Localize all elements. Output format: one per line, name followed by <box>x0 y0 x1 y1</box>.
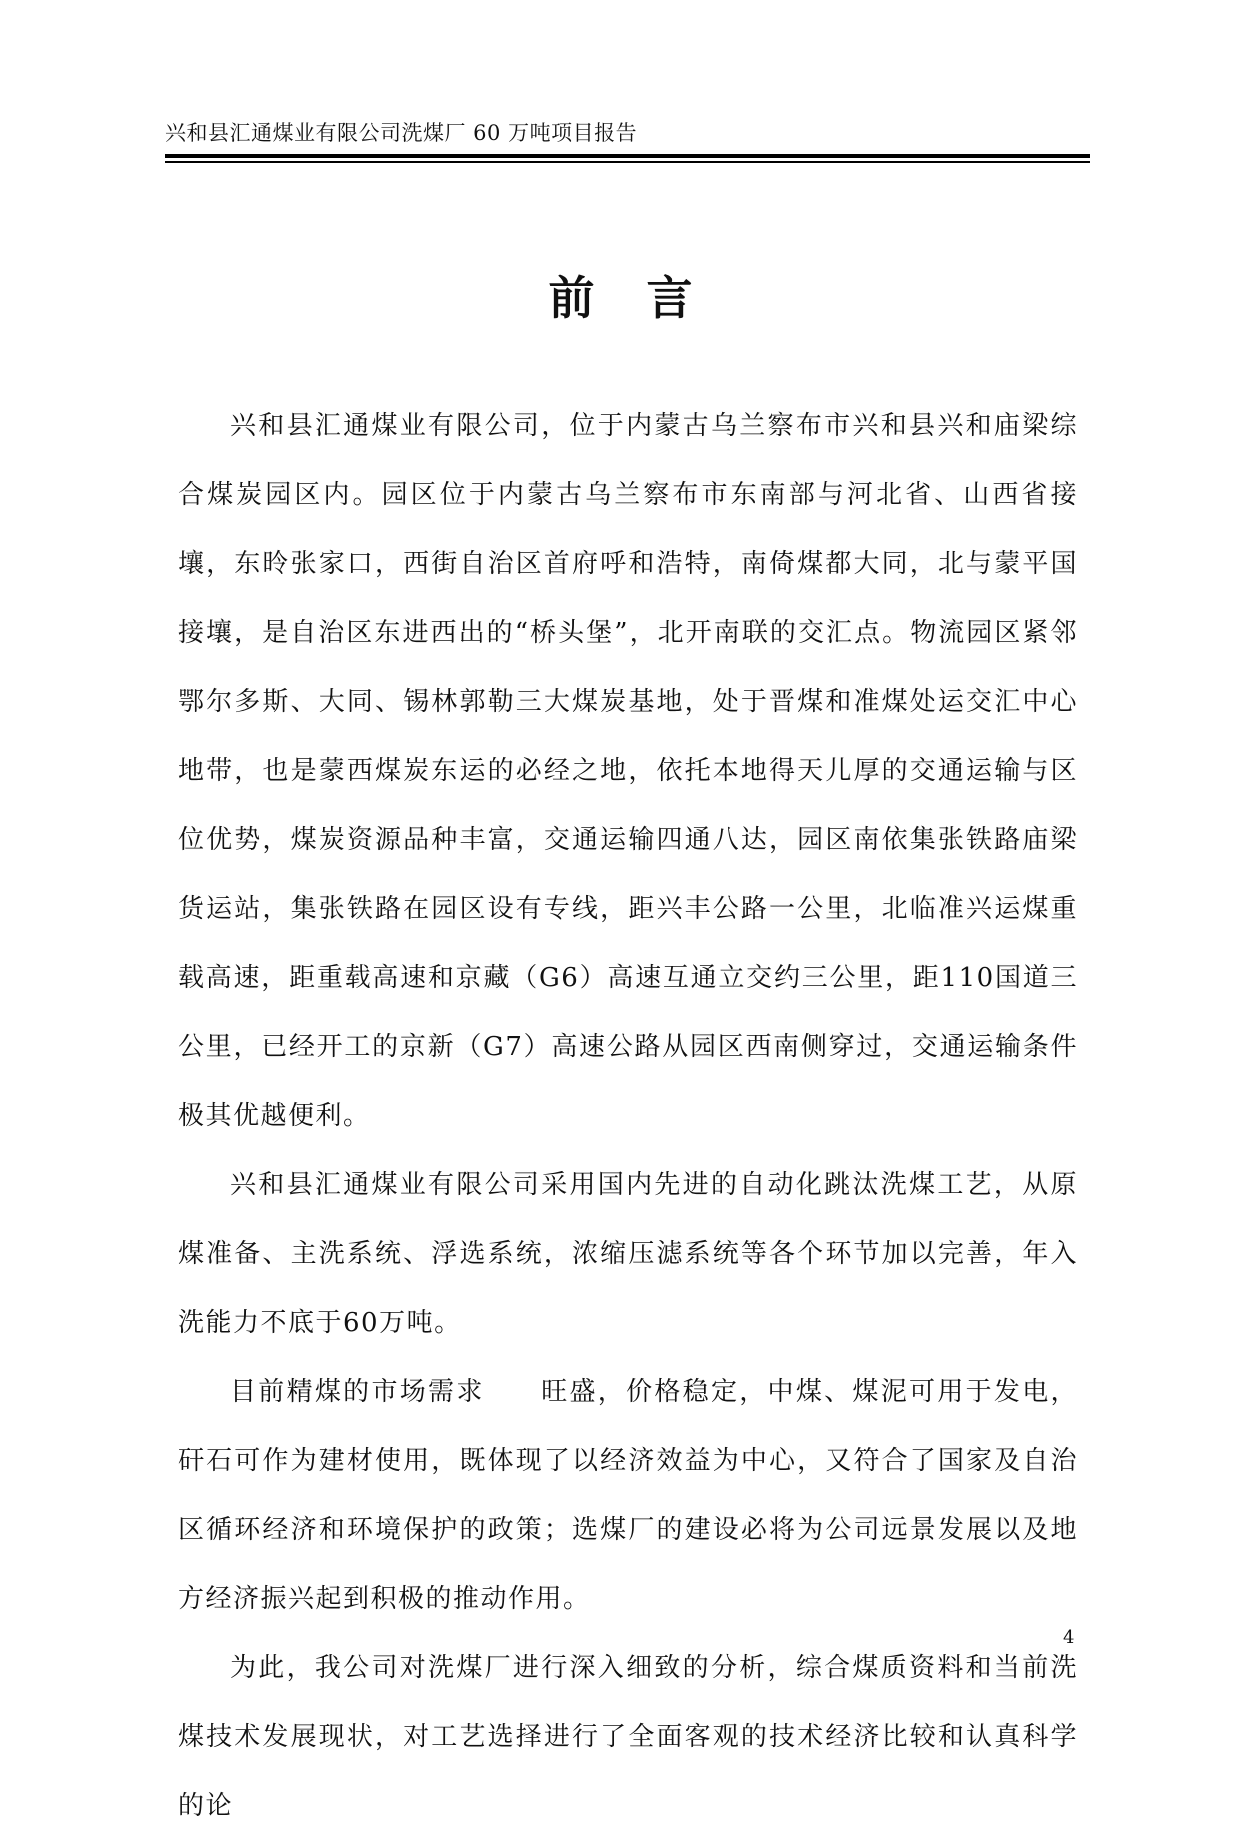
document-title: 前言 <box>548 271 745 325</box>
header-title: 兴和县汇通煤业有限公司洗煤厂 60 万吨项目报告 <box>165 121 638 145</box>
page-number: 4 <box>1063 1627 1075 1648</box>
paragraph: 为此，我公司对洗煤厂进行深入细致的分析，综合煤质资料和当前洗煤技术发展现状，对工艺选择进行了全面客观的技术经济比较和认真科学的论 <box>178 1653 1078 1821</box>
document-body <box>178 392 1078 1841</box>
header-rule-thin <box>165 161 1090 163</box>
paragraph: 兴和县汇通煤业有限公司，位于内蒙古乌兰察布市兴和县兴和庙梁综合煤炭园区内。园区位于内蒙古乌兰察布市东南部与河北省、山西省接壤，东昤张家口，西街自治区首府呼和浩特，南倚煤都大同，北与蒙平国接壤，是自治区东进西出的“桥头堡”，北开南联的交汇点。物流园区紧邻鄂尔多斯、大同、锡林郭勒三大煤炭基地，处于晋煤和准煤处运交汇中心地带，也是蒙西煤炭东运的必经之地，依托本地得天儿厚的交通运输与区位优势，煤炭资源品种丰富，交通运输四通八达，园区南依集张铁路庙梁货运站，集张铁路在园区设有专线，距兴丰公路一公里，北临准兴运煤重载高速，距重载高速和京藏（G6）高速互通立交约三公里，距110国道三公里，已经开工的京新（G7）高速公路从园区西南侧穿过，交通运输条件极其优越便利。 <box>178 411 1078 1131</box>
paragraph: 兴和县汇通煤业有限公司采用国内先进的自动化跳汰洗煤工艺，从原煤准备、主洗系统、浮选系统，浓缩压滤系统等各个环节加以完善，年入洗能力不底于60万吨。 <box>178 1170 1078 1338</box>
paragraph: 目前精煤的市场需求 旺盛，价格稳定，中煤、煤泥可用于发电，矸石可作为建材使用，既体现了以经济效益为中心，又符合了国家及自治区循环经济和环境保护的政策；选煤厂的建设必将为公司远景发展以及地方经济振兴起到积极的推动作用。 <box>178 1377 1078 1614</box>
header-rule-thick <box>165 154 1090 158</box>
